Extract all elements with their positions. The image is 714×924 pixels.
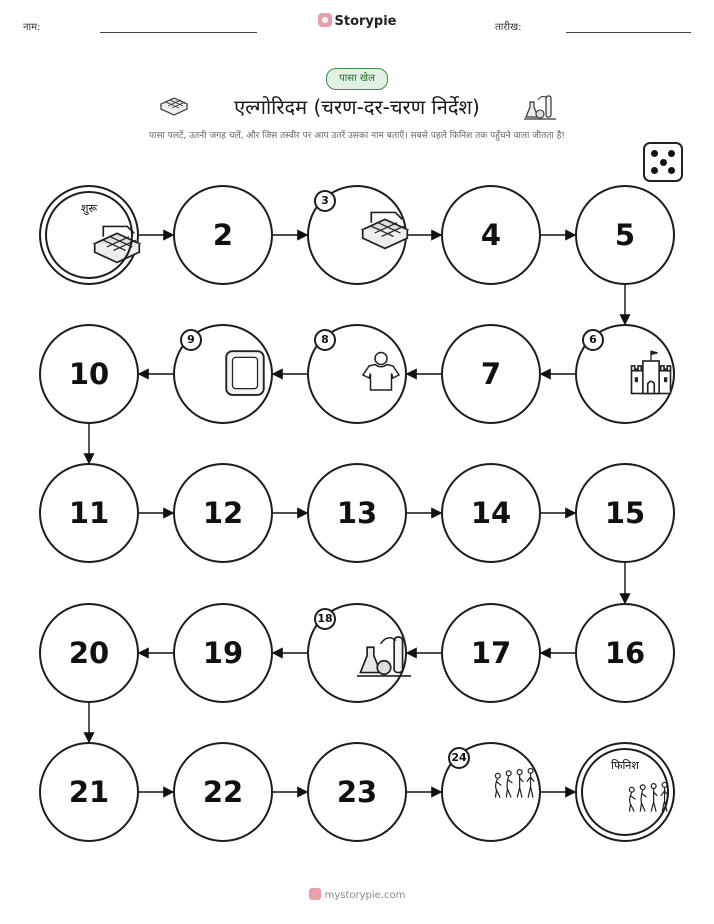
cell-number: 5 bbox=[614, 218, 636, 252]
board-cell-12 bbox=[173, 463, 273, 563]
cell-number: 16 bbox=[604, 636, 646, 670]
cell-number: 11 bbox=[68, 496, 110, 530]
page-title: एल्गोरिदम (चरण-दर-चरण निर्देश) bbox=[234, 95, 480, 119]
cell-number: 15 bbox=[604, 496, 646, 530]
board-cell-11 bbox=[39, 463, 139, 563]
cell-number: 21 bbox=[68, 775, 110, 809]
board-cell-23 bbox=[307, 742, 407, 842]
finish-label: फिनिश bbox=[611, 759, 639, 772]
cell-number: 12 bbox=[202, 496, 244, 530]
board-cell-2 bbox=[173, 185, 273, 285]
cell-number: 19 bbox=[202, 636, 244, 670]
cell-number: 10 bbox=[68, 357, 110, 391]
board-cell-14 bbox=[441, 463, 541, 563]
cell-number: 22 bbox=[202, 775, 244, 809]
board-cell-15 bbox=[575, 463, 675, 563]
name-label: नाम: bbox=[23, 22, 41, 33]
cell-number: 4 bbox=[480, 218, 502, 252]
board-cell-4 bbox=[441, 185, 541, 285]
cell-number-badge: 18 bbox=[314, 608, 336, 630]
start-label: शुरू bbox=[80, 202, 98, 215]
board-cell-21 bbox=[39, 742, 139, 842]
board-cell-16 bbox=[575, 603, 675, 703]
cell-number: 17 bbox=[470, 636, 512, 670]
board-cell-19 bbox=[173, 603, 273, 703]
board-cell-22 bbox=[173, 742, 273, 842]
date-label: तारीख: bbox=[495, 22, 522, 33]
game-instructions: पासा पलटें, उतनी जगह चलें, और जिस तस्वीर पर आप उतरें उसका नाम बताएँ। सबसे पहले फिनिश तक पहुँचने वाला जीतता है! bbox=[149, 131, 565, 141]
cell-number-badge: 24 bbox=[448, 747, 470, 769]
board-cell-20 bbox=[39, 603, 139, 703]
board-cell-7 bbox=[441, 324, 541, 424]
cell-number: 2 bbox=[212, 218, 234, 252]
game-type-badge: पासा खेल bbox=[326, 68, 388, 90]
board-cell-13 bbox=[307, 463, 407, 563]
cell-number: 7 bbox=[480, 357, 502, 391]
cell-number: 20 bbox=[68, 636, 110, 670]
cell-number-badge: 9 bbox=[180, 329, 202, 351]
board-cell-25 bbox=[575, 742, 675, 842]
board-cell-10 bbox=[39, 324, 139, 424]
cell-number-badge: 6 bbox=[582, 329, 604, 351]
cell-number-badge: 3 bbox=[314, 190, 336, 212]
cell-number: 14 bbox=[470, 496, 512, 530]
storypie-logo-icon bbox=[309, 888, 321, 900]
board-cell-5 bbox=[575, 185, 675, 285]
cell-number-badge: 8 bbox=[314, 329, 336, 351]
cell-number: 23 bbox=[336, 775, 378, 809]
brand-logo: Storypie bbox=[0, 13, 714, 29]
board-cell-17 bbox=[441, 603, 541, 703]
cell-number: 13 bbox=[336, 496, 378, 530]
footer-website: mystorypie.com bbox=[0, 888, 714, 901]
board-cell-1 bbox=[39, 185, 139, 285]
